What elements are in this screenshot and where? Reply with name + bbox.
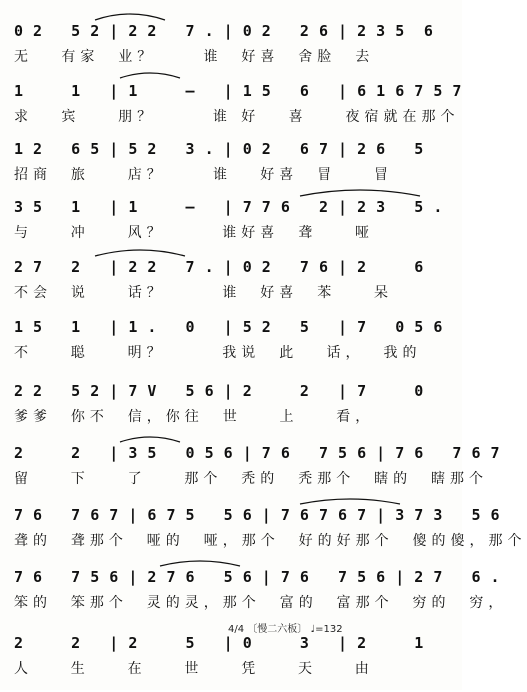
score-system-1 [14,18,454,80]
lyric-line: 与 冲 风？ 谁好喜 聋 哑 [14,225,375,241]
score-system-8 [14,440,501,502]
lyric-line: 留 下 了 那个 秃的 秃那个 瞎的 瞎那个 [14,471,489,487]
lyric-line: 人 生 在 世 凭 天 由 [14,661,374,677]
lyric-line: 聋的 聋那个 哑的 哑，那个 好的好那个 傻的傻，那个 [14,533,527,549]
lyric-line: 无 有家 业？ 谁 好喜 舍脸 去 [14,49,375,65]
notation-line: 2 2 5 2 | 7 V 5 6 | 2 2 | 7 0 [14,382,424,400]
notation-line: 7 6 7 5 6 | 2 7 6 5 6 | 7 6 7 5 6 | 2 7 6 . [14,568,501,586]
notation-line: 1 5 1 | 1 . 0 | 5 2 5 | 7 0 5 6 [14,318,443,336]
notation-line: 0 2 5 2 | 2 2 7 . | 0 2 2 6 | 2 3 5 6 [14,22,434,40]
lyric-line: 不会 说 话？ 谁 好喜 苯 呆 [14,285,394,301]
score-system-4 [14,194,454,256]
score-system-2 [14,78,462,140]
notation-line: 7 6 7 6 7 | 6 7 5 5 6 | 7 6 7 6 7 | 3 7 3 5 6 [14,506,501,524]
tempo-marking: 4/4 〔慢二六板〕 ♩=132 [228,624,343,635]
score-system-5 [14,254,454,316]
score-system-7 [14,378,454,440]
score-system-9 [14,502,527,564]
score-system-6 [14,314,454,376]
notation-line: 3 5 1 | 1 — | 7 7 6 2 | 2 3 5 . [14,198,443,216]
score-system-10 [14,564,508,626]
score-system-3 [14,136,454,198]
notation-line: 2 7 2 | 2 2 7 . | 0 2 7 6 | 2 6 [14,258,424,276]
lyric-line: 爹爹 你不 信，你往 世 上 看， [14,409,375,425]
lyric-line: 不 聪 明？ 我说 此 话， 我的 [14,345,422,361]
notation-line: 1 1 | 1 — | 1 5 6 | 6 1 6 7 5 7 [14,82,462,100]
lyric-line: 招商 旅 店？ 谁 好喜 冒 冒 [14,167,394,183]
notation-line: 2 2 | 2 5 | 0 3 | 2 1 [14,634,424,652]
lyric-line: 笨的 笨那个 灵的灵，那个 富的 富那个 穷的 穷， [14,595,508,611]
score-system-11 [14,630,454,692]
notation-line: 1 2 6 5 | 5 2 3 . | 0 2 6 7 | 2 6 5 [14,140,424,158]
notation-line: 2 2 | 3 5 0 5 6 | 7 6 7 5 6 | 7 6 7 6 7 [14,444,501,462]
lyric-line: 求 宾 朋？ 谁 好 喜 夜宿就在那个 [14,109,460,125]
